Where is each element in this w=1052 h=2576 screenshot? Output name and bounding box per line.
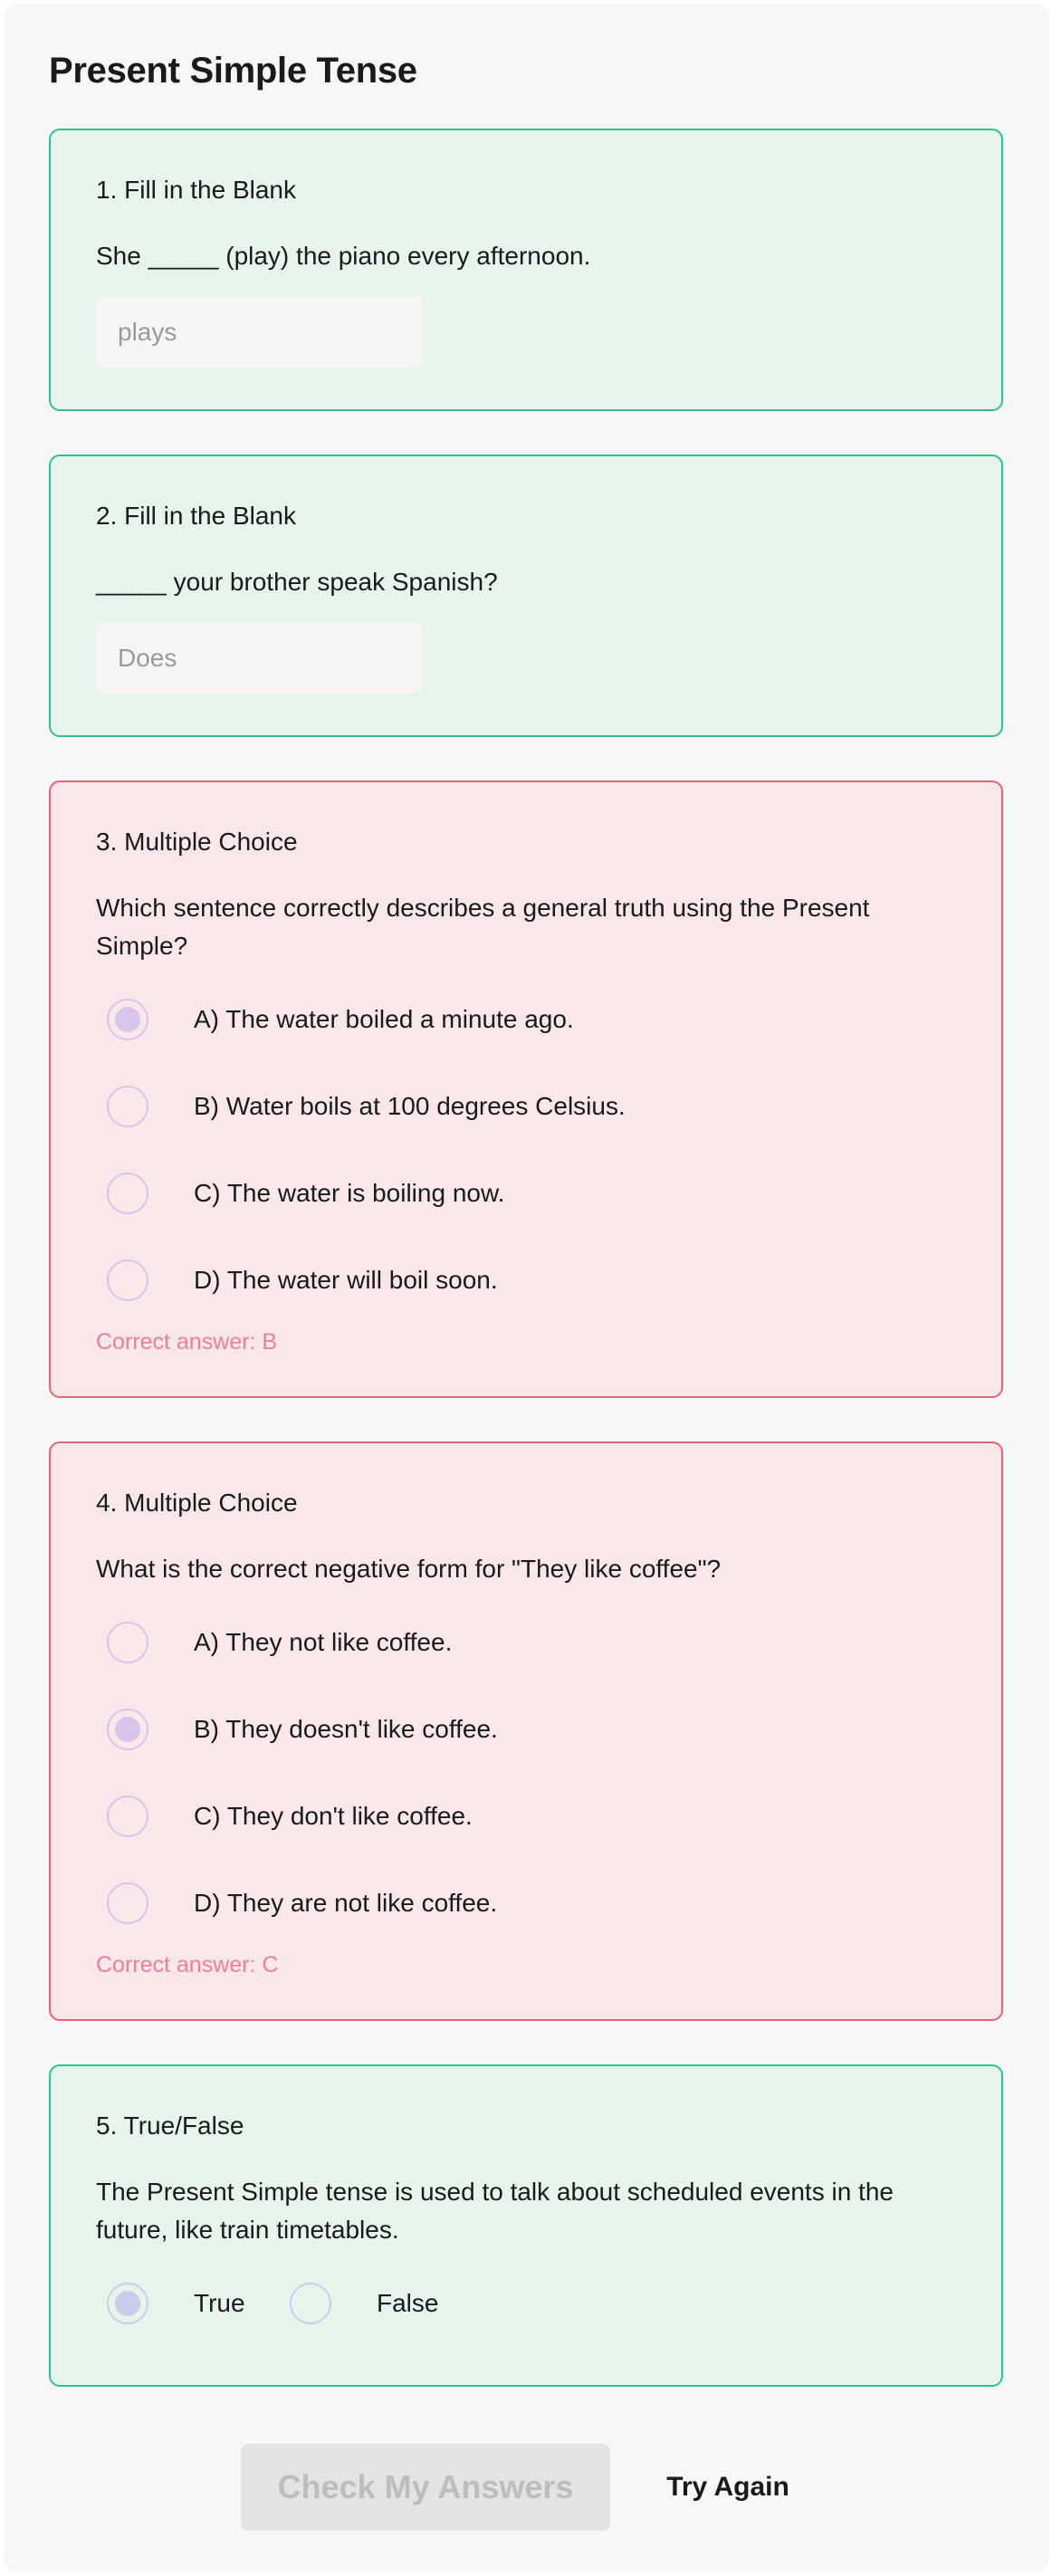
question-card-4 xyxy=(49,1441,1003,2021)
question-text: What is the correct negative form for "They like coffee"? xyxy=(96,1555,722,1583)
radio-selected-icon[interactable] xyxy=(107,1709,148,1750)
question-card-5 xyxy=(49,2064,1003,2387)
radio-icon[interactable] xyxy=(107,1882,148,1924)
correct-answer-note: Correct answer: C xyxy=(96,1952,279,1977)
option-label: True xyxy=(194,2289,245,2317)
radio-icon[interactable] xyxy=(290,2283,331,2324)
option-label: A) They not like coffee. xyxy=(194,1628,453,1656)
option-d[interactable] xyxy=(107,1257,498,1304)
quiz-page xyxy=(4,4,1048,2571)
question-heading: 2. Fill in the Blank xyxy=(96,502,296,530)
question-heading: 3. Multiple Choice xyxy=(96,828,298,856)
option-a[interactable] xyxy=(107,1619,452,1666)
correct-answer-note: Correct answer: B xyxy=(96,1329,278,1355)
try-again-button[interactable]: Try Again xyxy=(637,2444,818,2531)
answer-input-2[interactable] xyxy=(96,623,422,694)
option-d[interactable] xyxy=(107,1880,497,1927)
radio-selected-icon[interactable] xyxy=(107,999,148,1040)
answer-input-1[interactable] xyxy=(96,297,422,368)
option-label: B) Water boils at 100 degrees Celsius. xyxy=(194,1092,626,1120)
radio-icon[interactable] xyxy=(107,1796,148,1837)
question-card-1 xyxy=(49,129,1003,411)
option-label: D) They are not like coffee. xyxy=(194,1889,498,1917)
radio-selected-icon[interactable] xyxy=(107,2283,148,2324)
question-text: The Present Simple tense is used to talk about scheduled events in the future, like train timetables. xyxy=(96,2178,894,2244)
option-label: A) The water boiled a minute ago. xyxy=(194,1005,574,1033)
option-true[interactable] xyxy=(107,2280,245,2327)
option-label: False xyxy=(377,2289,439,2317)
question-text: She _____ (play) the piano every afternoon. xyxy=(96,242,591,270)
radio-icon[interactable] xyxy=(107,1086,148,1127)
radio-icon[interactable] xyxy=(107,1622,148,1663)
option-c[interactable] xyxy=(107,1170,504,1217)
option-false[interactable] xyxy=(290,2280,438,2327)
option-label: D) The water will boil soon. xyxy=(194,1266,498,1294)
question-text: _____ your brother speak Spanish? xyxy=(96,568,498,596)
option-b[interactable] xyxy=(107,1083,626,1130)
question-text: Which sentence correctly describes a general truth using the Present Simple? xyxy=(96,894,870,960)
question-heading: 5. True/False xyxy=(96,2112,244,2140)
option-label: C) They don't like coffee. xyxy=(194,1802,473,1830)
option-c[interactable] xyxy=(107,1793,473,1840)
option-a[interactable] xyxy=(107,996,574,1043)
option-label: C) The water is boiling now. xyxy=(194,1179,505,1207)
option-b[interactable] xyxy=(107,1706,498,1753)
question-card-2 xyxy=(49,455,1003,737)
page-title: Present Simple Tense xyxy=(49,51,417,91)
question-card-3 xyxy=(49,780,1003,1398)
question-heading: 1. Fill in the Blank xyxy=(96,176,296,204)
radio-icon[interactable] xyxy=(107,1259,148,1301)
radio-icon[interactable] xyxy=(107,1173,148,1214)
question-heading: 4. Multiple Choice xyxy=(96,1489,298,1517)
option-label: B) They doesn't like coffee. xyxy=(194,1715,498,1743)
check-answers-button[interactable]: Check My Answers xyxy=(241,2444,610,2531)
